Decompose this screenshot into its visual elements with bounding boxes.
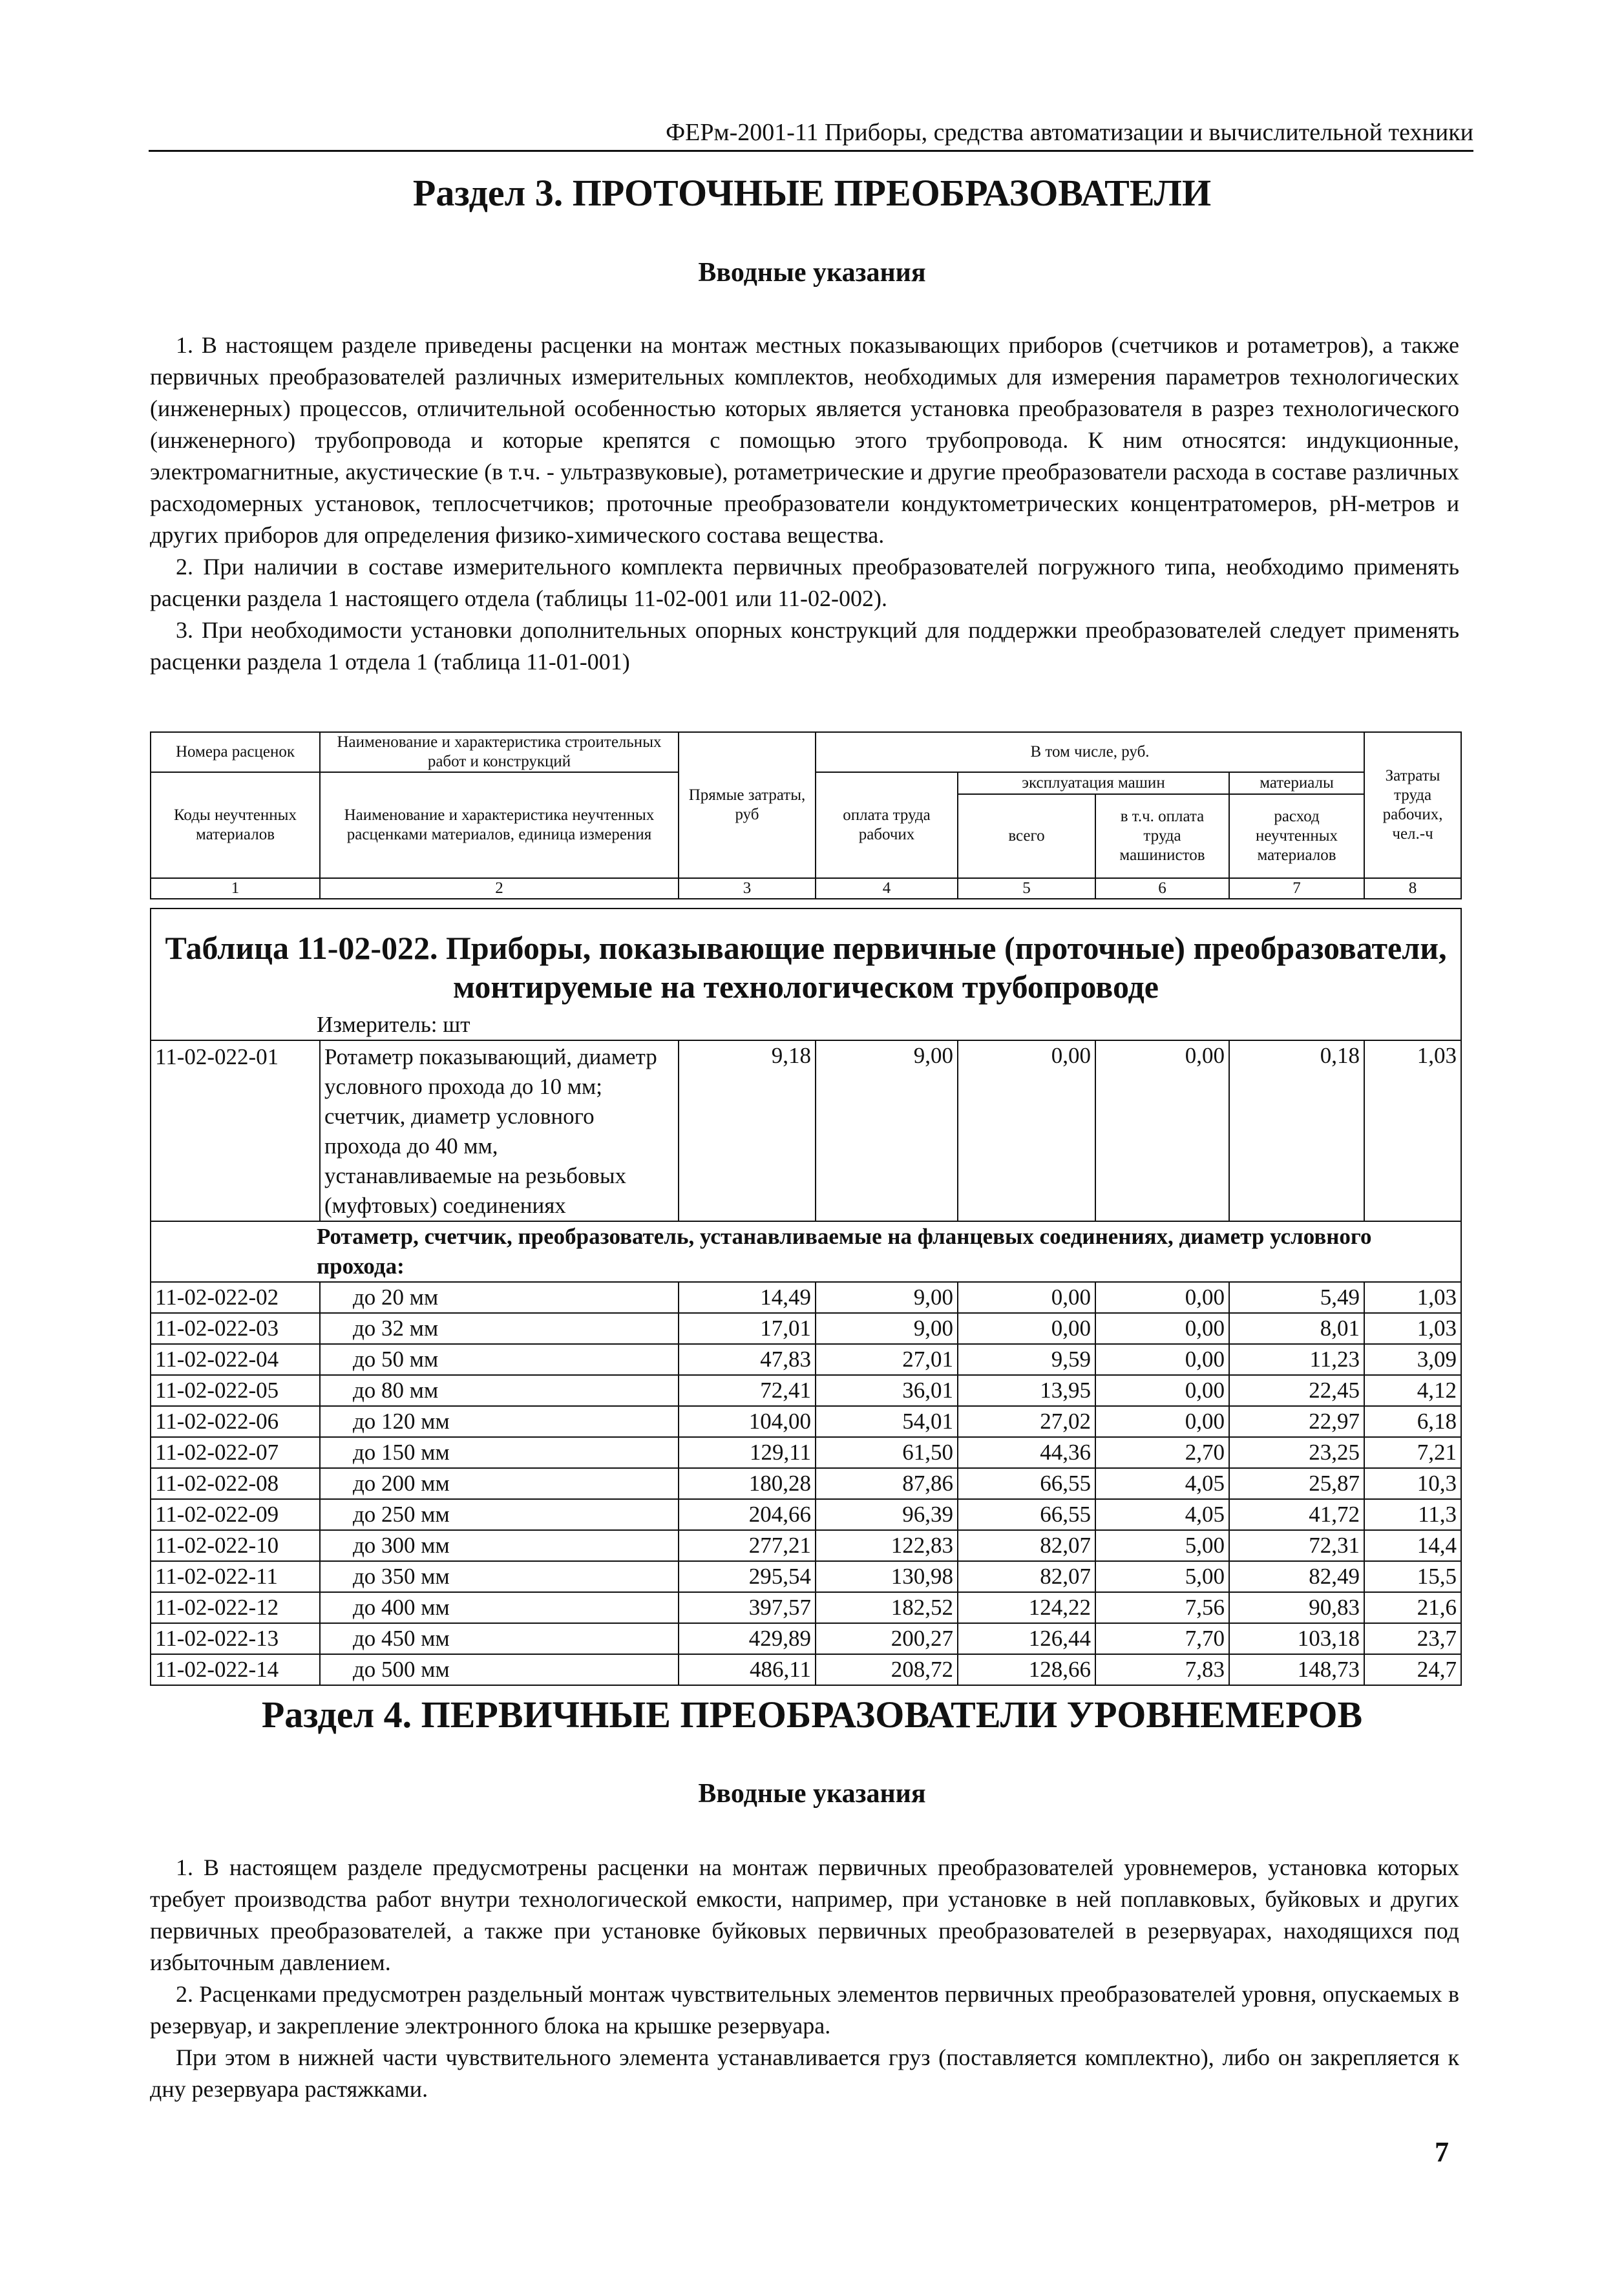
row-machinist-pay: 7,70 [1095,1623,1229,1654]
row-machines-total: 44,36 [958,1437,1095,1468]
row-worker-pay: 96,39 [816,1499,958,1530]
row-code: 11-02-022-08 [151,1468,320,1499]
row-code: 11-02-022-04 [151,1344,320,1375]
header-number-1: 1 [151,878,320,899]
row-worker-pay: 9,00 [816,1282,958,1313]
table-row [151,1437,1461,1468]
row-labor: 10,3 [1364,1468,1461,1499]
table-row [151,1623,1461,1654]
row-description: до 120 мм [320,1406,679,1437]
row-machines-total: 126,44 [958,1623,1095,1654]
row-direct-costs: 204,66 [679,1499,816,1530]
row-description: до 300 мм [320,1530,679,1561]
table-row [151,1468,1461,1499]
row-machines-total: 0,00 [958,1040,1095,1221]
header-number-4: 4 [816,878,958,899]
row-labor: 23,7 [1364,1623,1461,1654]
row-labor: 15,5 [1364,1561,1461,1592]
header-col2-top: Наименование и характеристика строительных работ и конструкций [320,732,679,772]
row-code: 11-02-022-12 [151,1592,320,1623]
row-description-line: условного прохода до 10 мм; [324,1074,602,1099]
table-row [151,1344,1461,1375]
running-header-title: ФЕРм-2001-11 Приборы, средства автоматизации и вычислительной техники [666,119,1473,146]
row-machinist-pay: 5,00 [1095,1561,1229,1592]
row-worker-pay: 61,50 [816,1437,958,1468]
section-4-paragraph-1: 1. В настоящем разделе предусмотрены расценки на монтаж первичных преобразователей уровнемеров, установка которых требует производства работ внутри технологической емкости, например, при установке в ней поплавковых, буйковых и других первичных преобразователей, а также при установке буйковых первичных преобразователей в резервуарах, находящихся под избыточным давлением. [150,1854,1459,1975]
table-title-line-1: Таблица 11-02-022. Приборы, показывающие первичные (проточные) преобразователи, [165,930,1447,966]
group-heading-line-1: Ротаметр, счетчик, преобразователь, устанавливаемые на фланцевых соединениях, диаметр условного [317,1224,1372,1249]
section-3-intro [150,330,1459,678]
row-worker-pay: 122,83 [816,1530,958,1561]
header-worker-pay: оплата труда рабочих [816,772,958,878]
group-heading-line-2: прохода: [317,1254,405,1279]
rates-table [150,908,1462,1686]
header-materials-label: материалы [1229,772,1364,794]
table-title-line-2: монтируемые на технологическом трубопроводе [453,969,1159,1005]
row-direct-costs: 104,00 [679,1406,816,1437]
table-row [151,1040,1461,1221]
header-materials-consumption: расход неучтенных материалов [1229,794,1364,878]
row-worker-pay: 9,00 [816,1040,958,1221]
header-number-5: 5 [958,878,1095,899]
row-direct-costs: 277,21 [679,1530,816,1561]
rates-table-header [150,731,1462,899]
row-machinist-pay: 4,05 [1095,1468,1229,1499]
row-labor: 14,4 [1364,1530,1461,1561]
row-code: 11-02-022-13 [151,1623,320,1654]
row-machinist-pay: 0,00 [1095,1282,1229,1313]
row-materials: 22,45 [1229,1375,1364,1406]
row-description: до 50 мм [320,1344,679,1375]
header-labor-costs: Затраты труда рабочих, чел.-ч [1364,732,1461,878]
row-labor: 1,03 [1364,1313,1461,1344]
row-worker-pay: 208,72 [816,1654,958,1685]
row-materials: 148,73 [1229,1654,1364,1685]
header-machines-total: всего [958,794,1095,878]
row-materials: 41,72 [1229,1499,1364,1530]
row-machines-total: 9,59 [958,1344,1095,1375]
row-labor: 24,7 [1364,1654,1461,1685]
row-machines-total: 27,02 [958,1406,1095,1437]
row-labor: 21,6 [1364,1592,1461,1623]
row-machines-total: 13,95 [958,1375,1095,1406]
row-worker-pay: 87,86 [816,1468,958,1499]
table-row [151,1654,1461,1685]
table-unit: Измеритель: шт [317,1012,470,1037]
row-direct-costs: 17,01 [679,1313,816,1344]
row-code: 11-02-022-03 [151,1313,320,1344]
header-col1-top: Номера расценок [151,732,320,772]
section-4-paragraph-2: 2. Расценками предусмотрен раздельный монтаж чувствительных элементов первичных преобразователей уровня, опускаемых в резервуар, и закрепление электронного блока на крышке резервуара. [150,1981,1459,2039]
row-materials: 22,97 [1229,1406,1364,1437]
table-row [151,1499,1461,1530]
table-row [151,1282,1461,1313]
table-row [151,1406,1461,1437]
row-materials: 23,25 [1229,1437,1364,1468]
row-description-line: устанавливаемые на резьбовых [324,1163,627,1188]
row-worker-pay: 36,01 [816,1375,958,1406]
section-4-intro [150,1852,1459,2105]
row-labor: 3,09 [1364,1344,1461,1375]
row-labor: 6,18 [1364,1406,1461,1437]
table-row [151,1313,1461,1344]
row-code: 11-02-022-14 [151,1654,320,1685]
row-code: 11-02-022-05 [151,1375,320,1406]
row-description: до 200 мм [320,1468,679,1499]
row-direct-costs: 180,28 [679,1468,816,1499]
row-materials: 82,49 [1229,1561,1364,1592]
row-machines-total: 0,00 [958,1282,1095,1313]
row-materials: 103,18 [1229,1623,1364,1654]
row-code: 11-02-022-06 [151,1406,320,1437]
header-machines-label: эксплуатация машин [958,772,1229,794]
header-col2-bottom: Наименование и характеристика неучтенных расценками материалов, единица измерения [320,772,679,878]
row-direct-costs: 486,11 [679,1654,816,1685]
row-description: до 80 мм [320,1375,679,1406]
row-description: до 20 мм [320,1282,679,1313]
row-materials: 25,87 [1229,1468,1364,1499]
row-description-line: прохода до 40 мм, [324,1133,498,1159]
row-direct-costs: 9,18 [679,1040,816,1221]
table-row [151,1561,1461,1592]
row-code: 11-02-022-10 [151,1530,320,1561]
row-code: 11-02-022-07 [151,1437,320,1468]
header-col1-bottom: Коды неучтенных материалов [151,772,320,878]
row-machinist-pay: 0,00 [1095,1040,1229,1221]
row-direct-costs: 47,83 [679,1344,816,1375]
row-direct-costs: 72,41 [679,1375,816,1406]
row-machines-total: 128,66 [958,1654,1095,1685]
row-machinist-pay: 7,83 [1095,1654,1229,1685]
header-number-7: 7 [1229,878,1364,899]
row-materials: 72,31 [1229,1530,1364,1561]
row-direct-costs: 129,11 [679,1437,816,1468]
header-direct-costs: Прямые затраты, руб [679,732,816,878]
row-direct-costs: 429,89 [679,1623,816,1654]
row-description-line: Ротаметр показывающий, диаметр [324,1044,657,1069]
section-4-title: Раздел 4. ПЕРВИЧНЫЕ ПРЕОБРАЗОВАТЕЛИ УРОВНЕМЕРОВ [261,1694,1363,1736]
row-machinist-pay: 0,00 [1095,1344,1229,1375]
row-code: 11-02-022-01 [151,1040,320,1221]
table-row [151,1530,1461,1561]
row-description: до 350 мм [320,1561,679,1592]
row-machinist-pay: 0,00 [1095,1375,1229,1406]
table-title [151,909,1461,1010]
row-description: до 250 мм [320,1499,679,1530]
header-number-8: 8 [1364,878,1461,899]
row-description: до 32 мм [320,1313,679,1344]
row-code: 11-02-022-11 [151,1561,320,1592]
header-group-label: В том числе, руб. [816,732,1364,772]
section-3-paragraph-1: 1. В настоящем разделе приведены расценки на монтаж местных показывающих приборов (счетчиков и ротаметров), а также первичных преобразователей различных измерительных комплектов, необходимых для измерения параметров технологических (инженерных) процессов, отличительной особенностью которых является установка преобразователя в разрез технологического (инженерного) трубопровода и которые крепятся с помощью этого трубопровода. К ним относятся: индукционные, электромагнитные, акустические (в т.ч. - ультразвуковые), ротаметрические и другие преобразователи расхода в составе различных расходомерных установок, теплосчетчиков; проточные преобразователи кондуктометрических концентратомеров, рН-метров и других приборов для определения физико-химического состава вещества. [150,332,1459,548]
row-materials: 0,18 [1229,1040,1364,1221]
row-direct-costs: 295,54 [679,1561,816,1592]
row-worker-pay: 182,52 [816,1592,958,1623]
section-3-title: Раздел 3. ПРОТОЧНЫЕ ПРЕОБРАЗОВАТЕЛИ [412,172,1212,214]
row-description: до 400 мм [320,1592,679,1623]
row-machinist-pay: 4,05 [1095,1499,1229,1530]
row-machines-total: 0,00 [958,1313,1095,1344]
section-3-intro-heading: Вводные указания [698,258,926,288]
header-number-6: 6 [1095,878,1229,899]
table-row [151,1375,1461,1406]
row-worker-pay: 200,27 [816,1623,958,1654]
row-description: до 150 мм [320,1437,679,1468]
row-direct-costs: 397,57 [679,1592,816,1623]
header-machinist-pay: в т.ч. оплата труда машинистов [1095,794,1229,878]
section-4-paragraph-3: При этом в нижней части чувствительного элемента устанавливается груз (поставляется комплектно), либо он закрепляется к дну резервуара растяжками. [150,2044,1459,2102]
row-direct-costs: 14,49 [679,1282,816,1313]
table-title-cell [151,908,1461,1040]
row-materials: 11,23 [1229,1344,1364,1375]
header-number-3: 3 [679,878,816,899]
row-description: до 450 мм [320,1623,679,1654]
row-machinist-pay: 7,56 [1095,1592,1229,1623]
row-labor: 7,21 [1364,1437,1461,1468]
table-rows [151,1282,1461,1685]
row-code: 11-02-022-02 [151,1282,320,1313]
row-description [320,1040,679,1221]
row-materials: 90,83 [1229,1592,1364,1623]
row-labor: 4,12 [1364,1375,1461,1406]
row-description-line: (муфтовых) соединениях [324,1193,566,1218]
row-labor: 1,03 [1364,1040,1461,1221]
row-machines-total: 82,07 [958,1561,1095,1592]
row-materials: 5,49 [1229,1282,1364,1313]
group-heading [151,1221,1461,1282]
row-worker-pay: 27,01 [816,1344,958,1375]
section-4-intro-heading: Вводные указания [698,1779,926,1809]
page-number: 7 [1435,2136,1449,2168]
row-machinist-pay: 0,00 [1095,1406,1229,1437]
row-machinist-pay: 0,00 [1095,1313,1229,1344]
row-labor: 1,03 [1364,1282,1461,1313]
row-labor: 11,3 [1364,1499,1461,1530]
row-worker-pay: 54,01 [816,1406,958,1437]
row-description: до 500 мм [320,1654,679,1685]
row-description-line: счетчик, диаметр условного [324,1104,595,1129]
row-materials: 8,01 [1229,1313,1364,1344]
header-number-2: 2 [320,878,679,899]
section-3-paragraph-2: 2. При наличии в составе измерительного комплекта первичных преобразователей погружного типа, необходимо применять расценки раздела 1 настоящего отдела (таблицы 11-02-001 или 11-02-002). [150,554,1459,611]
row-machinist-pay: 5,00 [1095,1530,1229,1561]
row-machines-total: 66,55 [958,1499,1095,1530]
row-machines-total: 66,55 [958,1468,1095,1499]
row-machines-total: 124,22 [958,1592,1095,1623]
section-3-paragraph-3: 3. При необходимости установки дополнительных опорных конструкций для поддержки преобразователей следует применять расценки раздела 1 отдела 1 (таблица 11-01-001) [150,617,1459,675]
row-machines-total: 82,07 [958,1530,1095,1561]
running-header [149,116,1473,152]
table-row [151,1592,1461,1623]
row-worker-pay: 130,98 [816,1561,958,1592]
row-worker-pay: 9,00 [816,1313,958,1344]
row-code: 11-02-022-09 [151,1499,320,1530]
row-machinist-pay: 2,70 [1095,1437,1229,1468]
